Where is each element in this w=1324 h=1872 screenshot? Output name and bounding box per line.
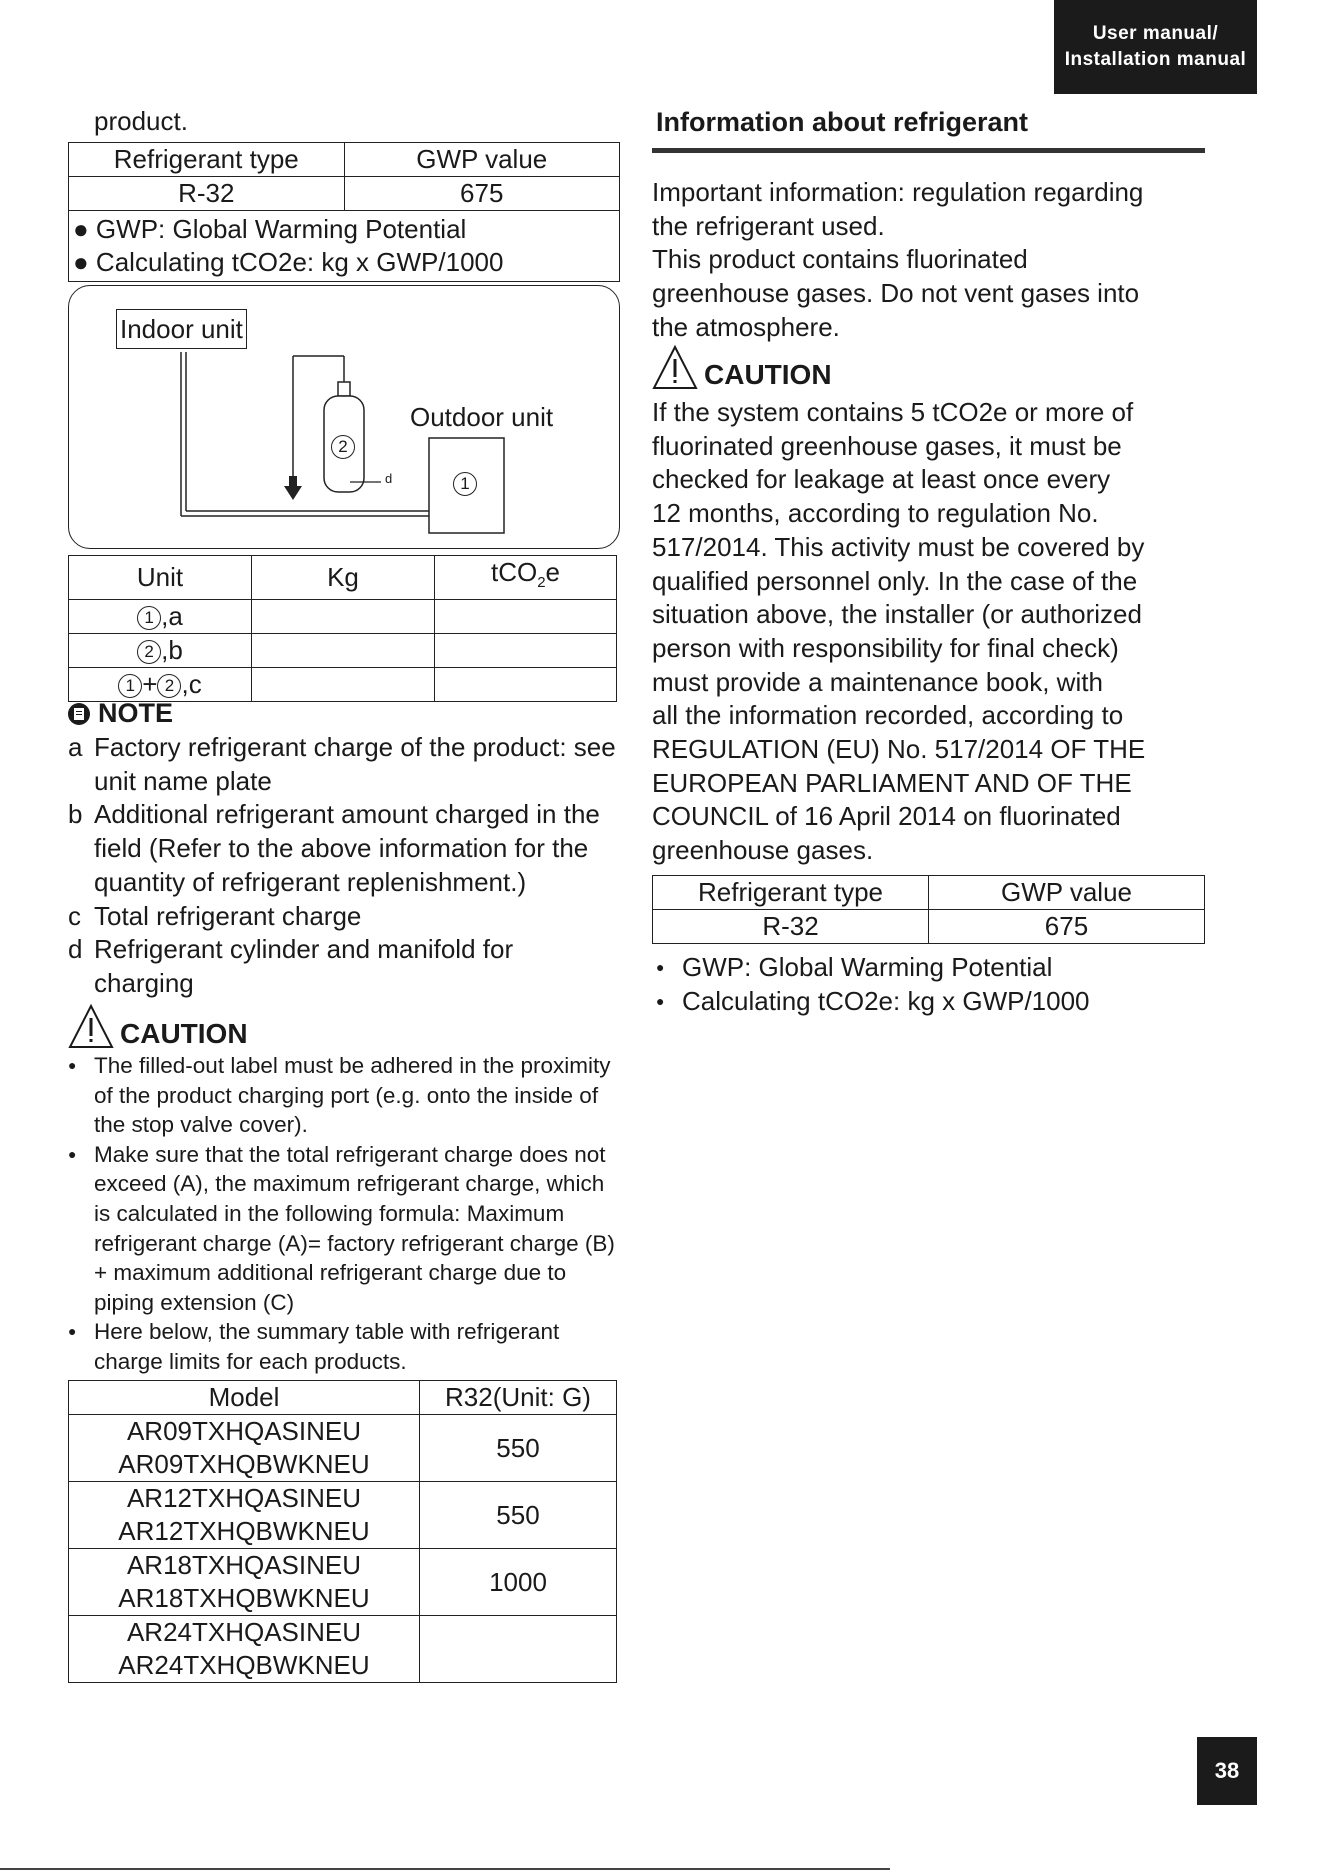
intro-text: product. bbox=[94, 106, 188, 136]
charge-cell bbox=[420, 1616, 617, 1683]
note-item: c Total refrigerant charge bbox=[68, 900, 362, 931]
tco2e-cell-a[interactable] bbox=[435, 600, 617, 634]
model-table bbox=[68, 1380, 617, 1683]
model-cell: AR24TXHQASINEU AR24TXHQBWKNEU bbox=[69, 1616, 420, 1683]
caution-item: ● The filled-out label must be adhered in the proximity of the product charging port (e.g. onto the inside of the stop valve cover). bbox=[68, 1051, 623, 1140]
outdoor-marker: 1 bbox=[453, 472, 477, 496]
gwp-bullets-right bbox=[656, 951, 1216, 1018]
gwp-cell-type: R-32 bbox=[69, 177, 345, 211]
note-item: b Additional refrigerant amount charged in the field (Refer to the above information for the quantity of refrigerant replenishment.) bbox=[68, 799, 600, 897]
charge-cell: 550 bbox=[420, 1482, 617, 1549]
heading-rule bbox=[652, 148, 1205, 153]
caution-item: ● Here below, the summary table with refrigerant charge limits for each products. bbox=[68, 1317, 623, 1376]
note-item: a Factory refrigerant charge of the product: see unit name plate bbox=[68, 732, 616, 796]
model-cell: AR18TXHQASINEU AR18TXHQBWKNEU bbox=[69, 1549, 420, 1616]
caution-title-left: CAUTION bbox=[120, 1018, 248, 1049]
bottom-rule bbox=[0, 1868, 890, 1870]
manual-title-line2: Installation manual bbox=[1064, 49, 1247, 70]
unit-table bbox=[68, 555, 617, 702]
tco2e-cell-c[interactable] bbox=[435, 668, 617, 702]
intro-paragraph: Important information: regulation regarding the refrigerant used. This product contains fluorinated greenhouse gases. Do not vent gases into the atmosphere. bbox=[652, 177, 1144, 342]
gwp-cell-type: R-32 bbox=[653, 910, 929, 944]
unit-row-a: 1 ,a bbox=[69, 600, 252, 634]
refrigerant-diagram bbox=[68, 285, 620, 549]
unit-row-c: 1 + 2 ,c bbox=[69, 668, 252, 702]
caution-heading-left bbox=[68, 1003, 248, 1049]
gwp-header-type: Refrigerant type bbox=[69, 143, 345, 177]
gwp-table-left bbox=[68, 142, 620, 282]
caution-paragraph-right: If the system contains 5 tCO2e or more of fluorinated greenhouse gases, it must be checked for leakage at least once every 12 months, according to regulation No. 517/2014. This activity must be covered by qualified personnel only. In the case of the situation above, the installer (or authorized person with responsibility for final check) must provide a maintenance book, with all the information recorded, according to REGULATION (EU) No. 517/2014 OF THE EUROPEAN PARLIAMENT AND OF THE COUNCIL of 16 April 2014 on fluorinated greenhouse gases. bbox=[652, 397, 1146, 866]
kg-cell-b[interactable] bbox=[252, 634, 435, 668]
unit-row-b: 2 ,b bbox=[69, 634, 252, 668]
section-heading: Information about refrigerant bbox=[656, 107, 1029, 137]
model-header: Model bbox=[69, 1381, 420, 1415]
warning-triangle-icon bbox=[68, 1003, 114, 1049]
r32-header: R32(Unit: G) bbox=[420, 1381, 617, 1415]
tco2e-cell-b[interactable] bbox=[435, 634, 617, 668]
page-number: 38 bbox=[1197, 1737, 1257, 1805]
gwp-cell-value: 675 bbox=[344, 177, 620, 211]
cylinder-marker: 2 bbox=[331, 435, 355, 459]
unit-header: Unit bbox=[69, 556, 252, 600]
tco2e-header: tCO$_2$e bbox=[435, 556, 617, 600]
kg-header: Kg bbox=[252, 556, 435, 600]
manual-title-badge bbox=[1054, 0, 1257, 94]
warning-triangle-icon bbox=[652, 344, 698, 390]
gwp-header-value: GWP value bbox=[929, 876, 1205, 910]
caution-list-left bbox=[68, 1051, 623, 1377]
gwp-header-value: GWP value bbox=[344, 143, 620, 177]
gwp-cell-value: 675 bbox=[929, 910, 1205, 944]
gwp-header-type: Refrigerant type bbox=[653, 876, 929, 910]
note-list bbox=[68, 731, 620, 1001]
marker-d: d bbox=[385, 471, 393, 486]
model-cell: AR09TXHQASINEU AR09TXHQBWKNEU bbox=[69, 1415, 420, 1482]
note-icon bbox=[68, 703, 90, 725]
kg-cell-a[interactable] bbox=[252, 600, 435, 634]
note-heading bbox=[68, 698, 173, 729]
gwp-table-right bbox=[652, 875, 1205, 944]
model-cell: AR12TXHQASINEU AR12TXHQBWKNEU bbox=[69, 1482, 420, 1549]
charge-cell: 550 bbox=[420, 1415, 617, 1482]
manual-title-line1: User manual/ bbox=[1092, 23, 1219, 44]
kg-cell-c[interactable] bbox=[252, 668, 435, 702]
note-item: d Refrigerant cylinder and manifold for charging bbox=[68, 934, 514, 998]
charge-cell: 1000 bbox=[420, 1549, 617, 1616]
gwp-bullet: ● Calculating tCO2e: kg x GWP/1000 bbox=[656, 985, 1216, 1019]
caution-heading-right bbox=[652, 344, 832, 390]
caution-title-right: CAUTION bbox=[704, 359, 832, 390]
gwp-bullet: ● GWP: Global Warming Potential bbox=[656, 951, 1216, 985]
gwp-note-2: ● Calculating tCO2e: kg x GWP/1000 bbox=[73, 247, 504, 277]
gwp-note-1: ● GWP: Global Warming Potential bbox=[73, 214, 467, 244]
outdoor-unit-label: Outdoor unit bbox=[410, 402, 554, 432]
caution-item: ● Make sure that the total refrigerant charge does not exceed (A), the maximum refrigerant charge, which is calculated in the following formula: Maximum refrigerant charge (A)= factory refrigerant charge (B) + maximum additional refrigerant charge due to piping extension (C) bbox=[68, 1140, 623, 1318]
indoor-unit-label: Indoor unit bbox=[116, 309, 247, 349]
note-title: NOTE bbox=[98, 698, 174, 728]
gwp-notes bbox=[69, 211, 620, 282]
